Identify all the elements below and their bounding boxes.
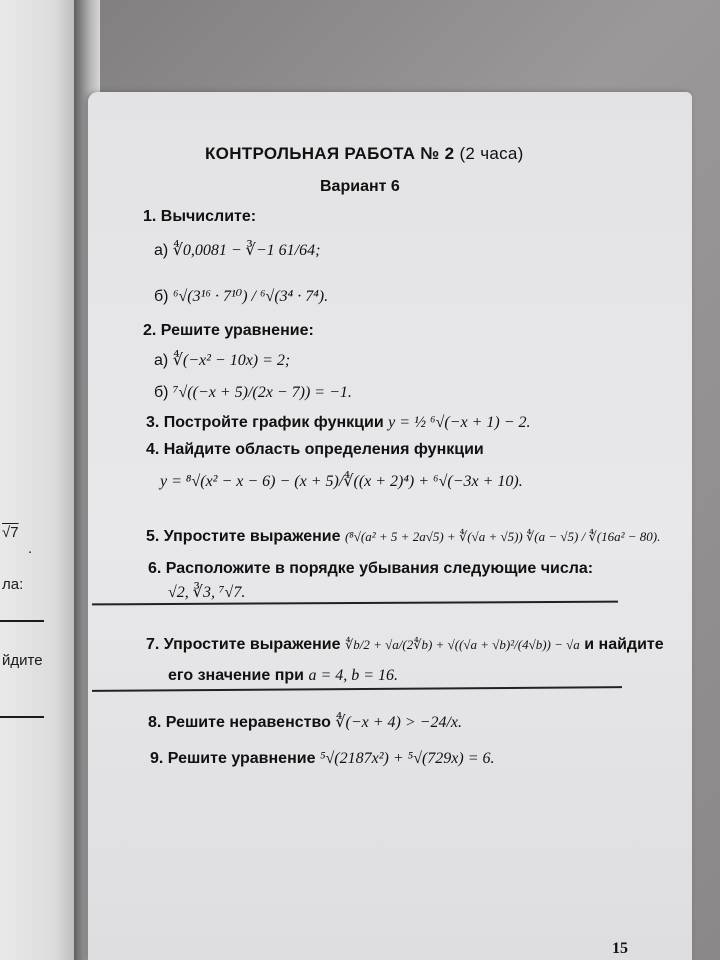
task-number: 4. [146,441,160,458]
task-label: б) [154,384,169,401]
math-expression: ∜(−x + 4) > −24/x. [335,714,463,731]
math-expression: ∜b/2 + √a/(2∜b) + √((√a + √b)²/(4√b)) − √a [344,637,580,652]
task-2 [143,322,314,340]
divider [0,716,44,718]
divider [0,620,44,622]
task-number: 1. [143,208,157,225]
left-page-fragment: йдите [2,652,43,669]
task-text-tail: и найдите [584,636,664,653]
task-text: Решите уравнение [167,750,316,767]
task-text: Расположите в порядке убывания следующие числа: [165,560,594,577]
task-text: Упростите выражение [163,528,341,545]
math-expression: y = ⁸√(x² − x − 6) − (x + 5)/∜((x + 2)⁴) + ⁶√(−3x + 10). [160,473,523,490]
task-number: 5. [146,528,160,545]
task-label: а) [154,352,169,369]
task-text: Упростите выражение [163,636,341,653]
task-number: 2. [143,322,157,339]
math-expression: y = ½ ⁶√(−x + 1) − 2. [388,414,531,431]
task-number: 8. [148,714,162,731]
page-title [205,144,524,164]
task-2a [154,350,290,370]
left-page-fragment: √7 [2,524,19,541]
task-2b [154,384,352,402]
task-6 [148,560,593,578]
task-8 [148,712,462,732]
task-text: Решите уравнение: [160,322,314,339]
task-1b [154,286,328,306]
page-number: 15 [612,940,628,957]
task-4-expression [160,471,523,491]
math-expression: (⁸√(a² + 5 + 2a√5) + ∜(√a + √5)) ∜(a − √5) / ∜(16a² − 80). [344,529,661,544]
math-expression: ∜(−x² − 10x) = 2; [172,352,291,369]
left-page-fragment: . [28,540,33,557]
task-number: 7. [146,636,160,653]
math-expression: ⁶√(3¹⁶ · 7¹⁰) / ⁶√(3⁴ · 7⁴). [172,288,329,305]
task-7-continuation [168,667,398,685]
left-page [0,0,79,960]
left-page-fragment: ла: [2,576,24,593]
task-text: Вычислите: [160,208,257,225]
task-text: его значение при [168,667,304,684]
task-3 [146,414,531,432]
variant-heading: Вариант 6 [320,178,400,195]
task-text: Найдите область определения функции [163,441,484,458]
task-5 [146,528,660,546]
math-expression: ⁷√((−x + 5)/(2x − 7)) = −1. [172,384,352,401]
task-4 [146,441,484,459]
task-number: 3. [146,414,160,431]
task-label: а) [154,242,169,259]
task-7 [146,636,664,654]
task-text: Решите неравенство [165,714,331,731]
task-number: 9. [150,750,164,767]
math-expression: a = 4, b = 16. [308,667,399,684]
task-text: Постройте график функции [163,414,384,431]
title-duration: (2 часа) [459,144,524,163]
title-text: КОНТРОЛЬНАЯ РАБОТА № 2 [205,144,455,163]
task-9 [150,750,495,768]
math-expression: ∜0,0081 − ∛−1 61/64; [172,242,321,259]
task-number: 6. [148,560,162,577]
task-1 [143,208,256,226]
math-expression: ⁵√(2187x²) + ⁵√(729x) = 6. [319,750,495,767]
math-expression: √2, ∛3, ⁷√7. [168,584,246,601]
task-label: б) [154,288,169,305]
task-6-numbers [168,582,245,602]
task-1a [154,240,320,260]
